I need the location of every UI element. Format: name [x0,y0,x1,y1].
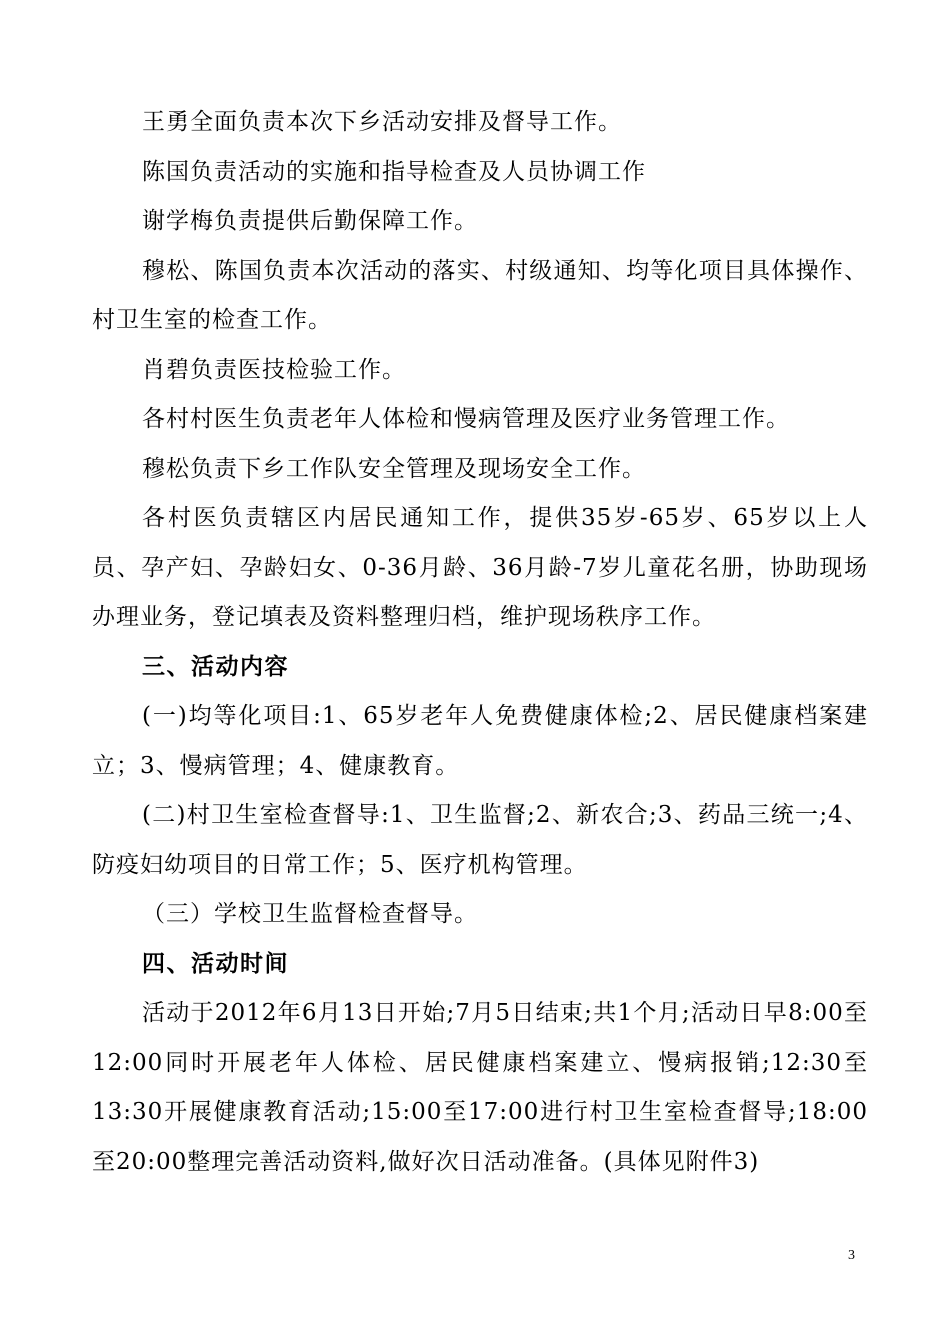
paragraph-9: (一)均等化项目:1、65岁老年人免费健康体检;2、居民健康档案建立；3、慢病管理；4、健康教育。 [92,703,868,779]
paragraph-10: (二)村卫生室检查督导:1、卫生监督;2、新农合;3、药品三统一;4、防疫妇幼项目的日常工作；5、医疗机构管理。 [92,802,868,878]
paragraph-11: （三）学校卫生监督检查督导。 [142,901,478,927]
section-heading-activity-time: 四、活动时间 [142,950,289,977]
paragraph-3: 谢学梅负责提供后勤保障工作。 [142,208,478,234]
paragraph-8: 各村医负责辖区内居民通知工作，提供35岁-65岁、65岁以上人员、孕产妇、孕龄妇女、0-36月龄、36月龄-7岁儿童花名册，协助现场办理业务，登记填表及资料整理归档，维护现场秩序工作。 [92,505,868,630]
paragraph-5: 肖碧负责医技检验工作。 [142,356,406,383]
paragraph-2: 陈国负责活动的实施和指导检查及人员协调工作 [142,158,646,185]
document-body [92,98,868,1187]
paragraph-7: 穆松负责下乡工作队安全管理及现场安全工作。 [142,455,646,482]
paragraph-1: 王勇全面负责本次下乡活动安排及督导工作。 [142,109,622,135]
section-heading-activity-content: 三、活动内容 [142,653,289,680]
page-number: 3 [848,1248,855,1263]
paragraph-4: 穆松、陈国负责本次活动的落实、村级通知、均等化项目具体操作、村卫生室的检查工作。 [92,257,868,333]
paragraph-6: 各村村医生负责老年人体检和慢病管理及医疗业务管理工作。 [142,406,790,432]
paragraph-12: 活动于2012年6月13日开始;7月5日结束;共1个月;活动日早8:00至12:00同时开展老年人体检、居民健康档案建立、慢病报销;12:30至13:30开展健康教育活动;15:00至17:00进行村卫生室检查督导;18:00至20:00整理完善活动资料,做好次日活动准备。(具体见附件3) [92,1000,868,1175]
